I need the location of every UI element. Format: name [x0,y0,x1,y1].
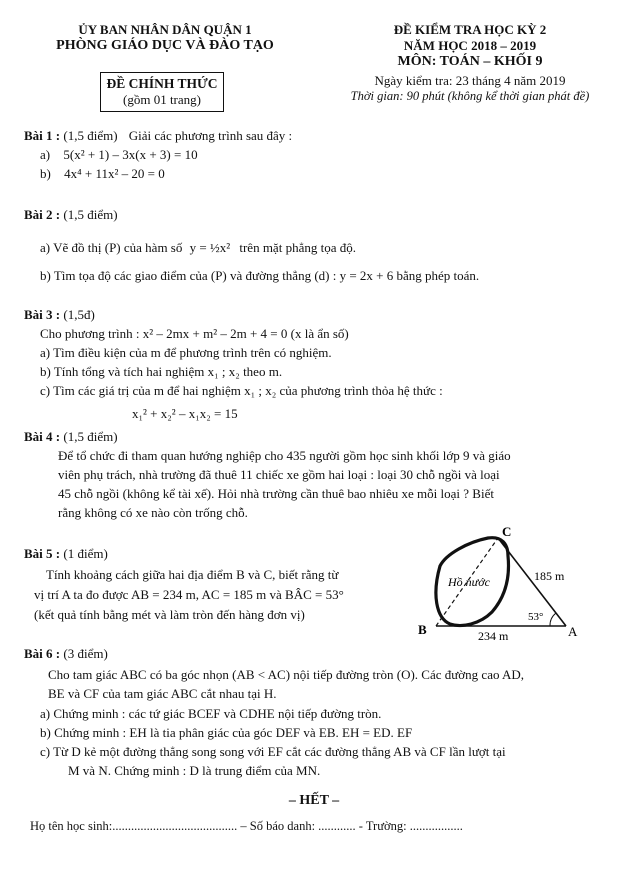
problem-2a-function: y = ½x² [189,240,231,255]
problem-4-title: Bài 4 : [24,429,61,444]
problem-3b: b) Tính tổng và tích hai nghiệm x₁ ; x₂ theo m. [40,364,283,379]
problem-1b [40,166,165,182]
exam-duration: Thời gian: 90 phút (không kể thời gian phát đề) [350,89,590,103]
problem-6b: b) Chứng minh : EH là tia phân giác của góc DEF và EB. EH = ED. EF [40,725,413,740]
problem-6-points: (3 điểm) [63,646,108,661]
problem-3a: a) Tìm điều kiện của m để phương trình trên có nghiệm. [40,345,332,360]
problem-6-line-1: Cho tam giác ABC có ba góc nhọn (AB < AC) nội tiếp đường tròn (O). Các đường cao AD, [48,667,525,682]
point-b-label: B [418,622,427,637]
lake-label: Hồ nước [448,575,490,589]
problem-1b-label: b) [40,166,51,181]
official-label: ĐỀ CHÍNH THỨC [106,76,218,91]
problem-1-points: (1,5 điểm) [63,128,118,143]
committee-name: ỦY BAN NHÂN DÂN QUẬN 1 [78,22,252,37]
problem-2a [40,240,356,256]
student-info-line: Họ tên học sinh:........................................ – Số báo danh: ............ - Trường: ................. [30,819,463,833]
problem-2a-text: a) Vẽ đồ thị (P) của hàm số [40,240,183,255]
page-count: (gồm 01 trang) [123,92,201,107]
problem-1a [40,147,198,163]
exam-date: Ngày kiểm tra: 23 tháng 4 năm 2019 [374,73,566,88]
department-name: PHÒNG GIÁO DỤC VÀ ĐÀO TẠO [56,38,274,53]
problem-3-points: (1,5đ) [63,307,95,322]
problem-1-prompt: Giải các phương trình sau đây : [128,128,293,143]
problem-2-points: (1,5 điểm) [63,207,118,222]
problem-6c-line-2: M và N. Chứng minh : D là trung điểm của MN. [68,763,321,778]
problem-2-title: Bài 2 : [24,207,61,222]
school-year: NĂM HỌC 2018 – 2019 [403,38,537,53]
ab-length-label: 234 m [478,629,509,643]
problem-2-heading [24,207,118,223]
problem-3-title: Bài 3 : [24,307,61,322]
problem-5-line-2: vị trí A ta đo được AB = 234 m, AC = 185 m và BÂC = 53° [34,587,344,602]
problem-1-title: Bài 1 : [24,128,61,143]
official-box [100,72,224,112]
subject: MÔN: TOÁN – KHỐI 9 [397,54,543,69]
point-a-label: A [568,624,578,639]
problem-1b-equation: 4x⁴ + 11x² – 20 = 0 [64,166,165,181]
angle-a-arc [550,613,556,626]
angle-a-label: 53° [528,611,544,623]
problem-4-line-4: rằng không có xe nào còn trống chỗ. [58,505,248,520]
problem-4-line-1: Để tổ chức đi tham quan hướng nghiệp cho 435 người gồm học sinh khối lớp 9 và giáo [58,448,511,463]
problem-2a-tail: trên mặt phẳng tọa độ. [239,240,356,255]
problem-6-line-2: BE và CF của tam giác ABC cắt nhau tại H. [48,686,277,701]
problem-3-intro: Cho phương trình : x² – 2mx + m² – 2m + 4 = 0 (x là ẩn số) [40,326,349,341]
exam-title: ĐỀ KIỂM TRA HỌC KỲ 2 [393,22,547,37]
problem-6-heading [24,646,108,662]
problem-1a-label: a) [40,147,51,162]
ac-length-label: 185 m [534,569,565,583]
problem-2b: b) Tìm tọa độ các giao điểm của (P) và đường thẳng (d) : y = 2x + 6 bằng phép toán. [40,268,480,283]
end-marker: – HẾT – [288,793,340,808]
problem-4-line-3: 45 chỗ ngồi (không kể tài xế). Hỏi nhà trường cần thuê bao nhiêu xe mỗi loại ? Biết [58,486,494,501]
problem-4-line-2: viên phụ trách, nhà trường đã thuê 11 chiếc xe gồm hai loại : loại 30 chỗ ngồi và loại [58,467,500,482]
problem-5-title: Bài 5 : [24,546,61,561]
lake-triangle-figure [410,524,590,646]
problem-6c-line-1: c) Từ D kẻ một đường thẳng song song với EF cắt các đường thẳng AB và CF lần lượt tại [40,744,506,759]
point-c-label: C [502,524,512,539]
problem-5-line-3: (kết quả tính bằng mét và làm tròn đến hàng đơn vị) [34,607,305,622]
problem-5-heading [24,546,108,562]
problem-3-heading [24,307,95,323]
problem-4-points: (1,5 điểm) [63,429,118,444]
problem-6a: a) Chứng minh : các tứ giác BCEF và CDHE nội tiếp đường tròn. [40,706,382,721]
problem-4-heading [24,429,118,445]
problem-1a-equation: 5(x² + 1) – 3x(x + 3) = 10 [63,147,198,162]
problem-3c-equation: x₁² + x₂² – x₁x₂ = 15 [132,406,238,421]
problem-5-line-1: Tính khoảng cách giữa hai địa điểm B và C, biết rằng từ [46,567,339,582]
problem-1-heading [24,128,292,144]
problem-3c: c) Tìm các giá trị của m để hai nghiệm x₁ ; x₂ của phương trình thỏa hệ thức : [40,383,443,398]
problem-5-points: (1 điểm) [63,546,108,561]
problem-6-title: Bài 6 : [24,646,61,661]
